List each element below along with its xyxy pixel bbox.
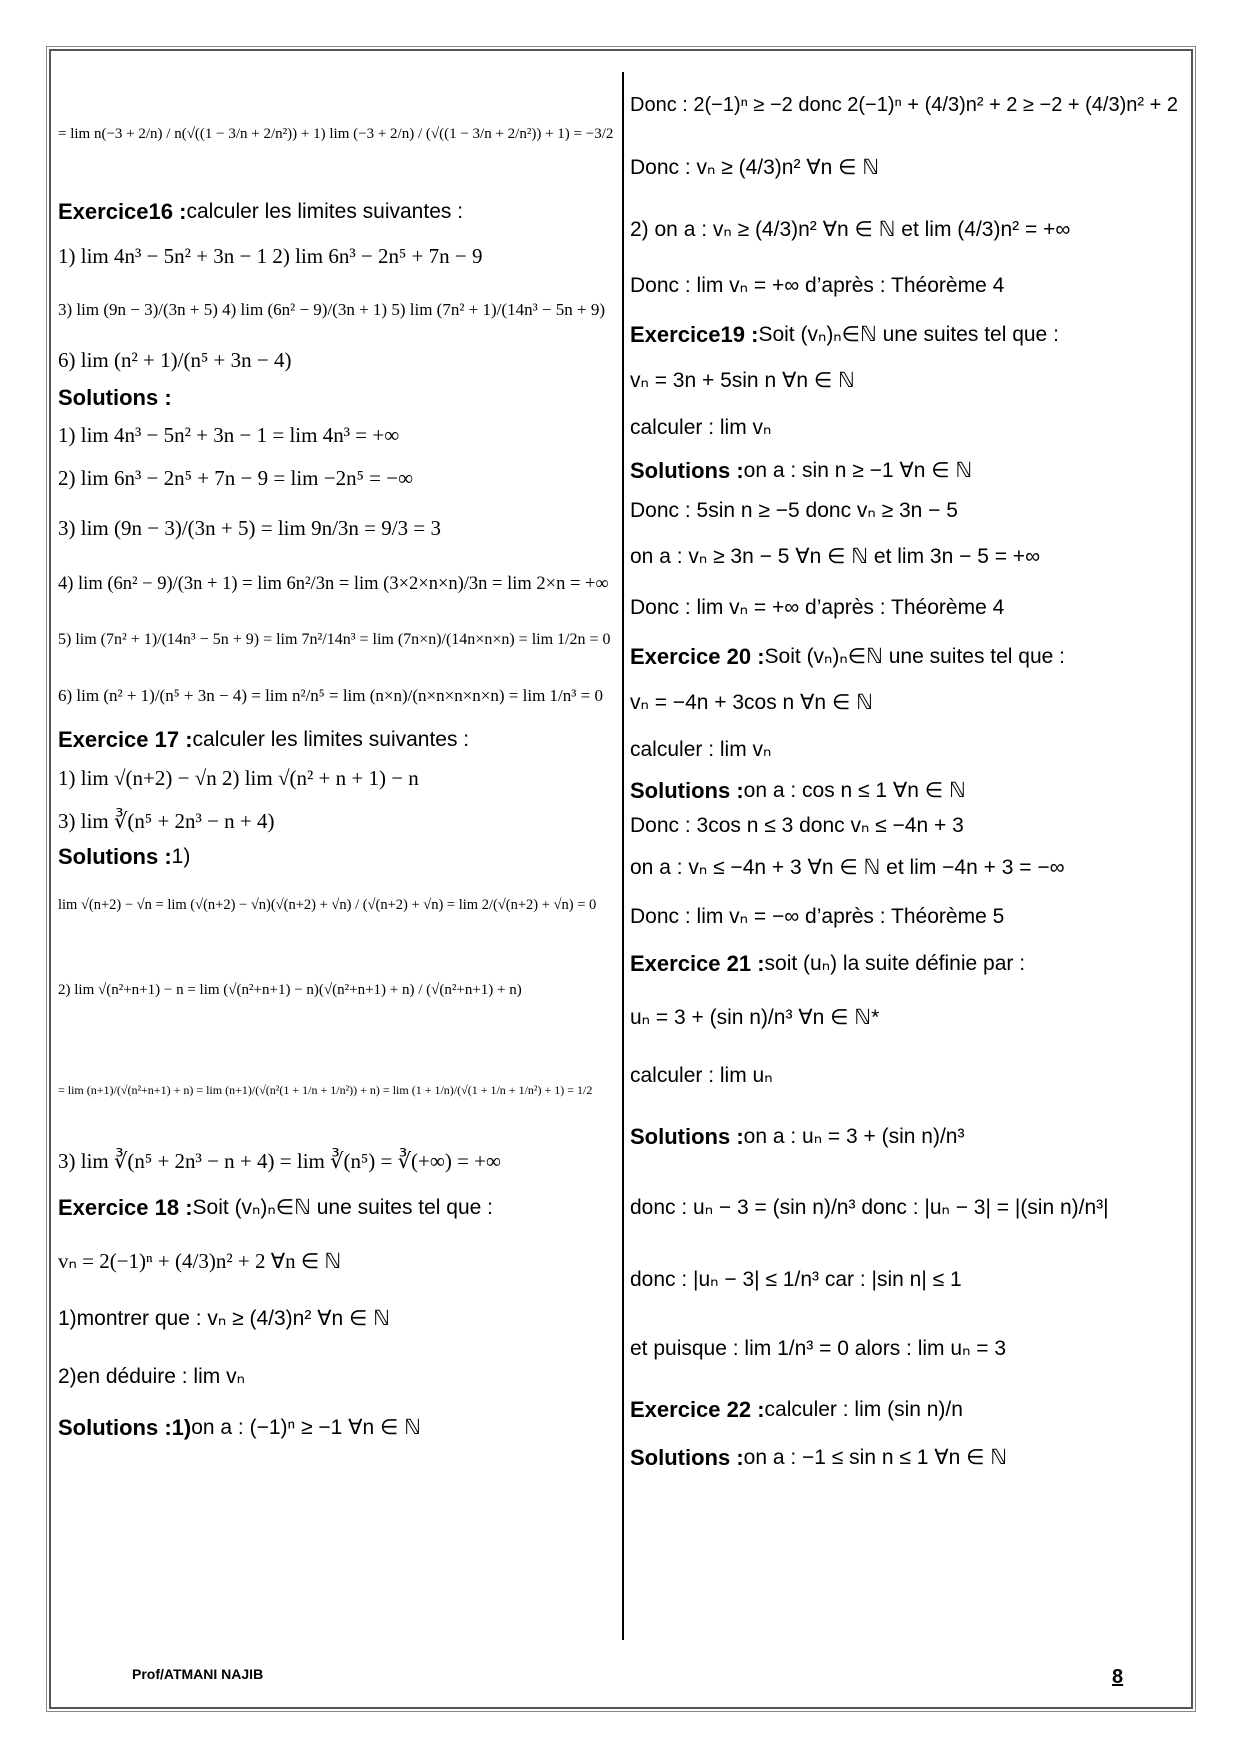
line-text: on a : vₙ ≥ 3n − 5 ∀n ∈ ℕ et lim 3n − 5 = +∞ (630, 545, 1041, 568)
heading-label: Exercice 17 : (58, 727, 193, 752)
math-line (58, 382, 614, 414)
math-line (630, 942, 1178, 986)
heading-label: Exercice 18 : (58, 1195, 193, 1220)
line-text: Donc : lim vₙ = −∞ d’après : Théorème 5 (630, 905, 1005, 928)
line-text: 1) lim 4n³ − 5n² + 3n − 1 2) lim 6n³ − 2n⁵ + 7n − 9 (58, 244, 483, 268)
line-text: calculer : lim (sin n)/n (764, 1398, 963, 1421)
left-column (58, 74, 614, 1450)
math-line (58, 842, 614, 872)
math-line (58, 338, 614, 382)
page-number: 8 (1112, 1666, 1124, 1688)
heading-label: Solutions : (630, 1445, 744, 1470)
math-line (58, 800, 614, 842)
right-column (630, 74, 1178, 1478)
math-line (630, 774, 1178, 808)
heading-label: Solutions : (630, 458, 744, 483)
math-line (58, 724, 614, 756)
line-text: 2) on a : vₙ ≥ (4/3)n² ∀n ∈ ℕ et lim (4/3)n² = +∞ (630, 218, 1071, 241)
line-text: lim √(n+2) − √n = lim (√(n+2) − √n)(√(n+2) + √n) / (√(n+2) + √n) = lim 2/(√(n+2) + √n) = 0 (58, 897, 597, 913)
math-line (630, 1172, 1178, 1244)
line-text: = lim n(−3 + 2/n) / n(√((1 − 3/n + 2/n²)) + 1) lim (−3 + 2/n) / (√((1 − 3/n + 2/n²)) + 1) = −3/2 (58, 126, 614, 142)
math-line (630, 74, 1178, 136)
math-line (630, 986, 1178, 1050)
heading-label: Solutions : (58, 844, 172, 869)
line-text: 2) lim √(n²+n+1) − n = lim (√(n²+n+1) − n)(√(n²+n+1) + n) / (√(n²+n+1) + n) (58, 982, 522, 998)
line-text: Soit (vₙ)ₙ∈ℕ une suites tel que : (764, 645, 1066, 668)
math-line (58, 1138, 614, 1184)
line-text: donc : |uₙ − 3| ≤ 1/n³ car : |sin n| ≤ 1 (630, 1268, 962, 1291)
line-text: 3) lim ∛(n⁵ + 2n³ − n + 4) (58, 809, 275, 833)
math-line (630, 452, 1178, 490)
heading-label: Solutions : (630, 1124, 744, 1149)
line-text: on a : uₙ = 3 + (sin n)/n³ (743, 1125, 965, 1148)
line-text: Donc : vₙ ≥ (4/3)n² ∀n ∈ ℕ (630, 156, 880, 179)
math-line (630, 1382, 1178, 1438)
line-text: Donc : 3cos n ≤ 3 donc vₙ ≤ −4n + 3 (630, 814, 964, 837)
math-line (58, 456, 614, 500)
math-line (630, 634, 1178, 680)
math-line (630, 892, 1178, 942)
line-text: 6) lim (n² + 1)/(n⁵ + 3n − 4) = lim n²/n⁵ = lim (n×n)/(n×n×n×n×n) = lim 1/n³ = 0 (58, 686, 603, 705)
math-line (630, 1244, 1178, 1316)
math-line (630, 404, 1178, 452)
line-text: Donc : lim vₙ = +∞ d’après : Théorème 4 (630, 274, 1005, 297)
line-text: calculer : lim vₙ (630, 738, 772, 761)
line-text: 1)montrer que : vₙ ≥ (4/3)n² ∀n ∈ ℕ (58, 1307, 390, 1330)
heading-label: Exercice 21 : (630, 951, 765, 976)
line-text: Soit (vₙ)ₙ∈ℕ une suites tel que : (758, 323, 1059, 346)
math-line (630, 358, 1178, 404)
column-divider (622, 72, 624, 1640)
math-line (58, 1232, 614, 1290)
math-line (58, 194, 614, 230)
heading-label: Exercice16 : (58, 199, 187, 224)
line-text: on a : vₙ ≤ −4n + 3 ∀n ∈ ℕ et lim −4n + 3 = −∞ (630, 856, 1065, 879)
line-text: 3) lim (9n − 3)/(3n + 5) 4) lim (6n² − 9)/(3n + 1) 5) lim (7n² + 1)/(14n³ − 5n + 9) (58, 300, 605, 319)
math-line (58, 1184, 614, 1232)
line-text: 4) lim (6n² − 9)/(3n + 1) = lim 6n²/3n = lim (3×2×n×n)/3n = lim 2×n = +∞ (58, 574, 609, 594)
line-text: et puisque : lim 1/n³ = 0 alors : lim uₙ = 3 (630, 1337, 1007, 1360)
line-text: Donc : 2(−1)ⁿ ≥ −2 donc 2(−1)ⁿ + (4/3)n² + 2 ≥ −2 + (4/3)n² + 2 (630, 94, 1178, 116)
math-line (58, 500, 614, 556)
line-text: on a : (−1)ⁿ ≥ −1 ∀n ∈ ℕ (191, 1416, 421, 1439)
line-text: 2)en déduire : lim vₙ (58, 1365, 245, 1388)
math-line (630, 312, 1178, 358)
math-line (58, 1042, 614, 1138)
line-text: vₙ = 3n + 5sin n ∀n ∈ ℕ (630, 369, 855, 392)
math-line (630, 200, 1178, 260)
line-text: 5) lim (7n² + 1)/(14n³ − 5n + 9) = lim 7n²/14n³ = lim (7n×n)/(14n×n×n) = lim 1/2n = 0 (58, 631, 611, 648)
line-text: 1) lim 4n³ − 5n² + 3n − 1 = lim 4n³ = +∞ (58, 423, 400, 447)
line-text: Donc : lim vₙ = +∞ d’après : Théorème 4 (630, 596, 1005, 619)
line-text: calculer les limites suivantes : (192, 728, 470, 751)
math-line (58, 1406, 614, 1450)
heading-label: Solutions : (630, 778, 744, 803)
math-line (630, 1050, 1178, 1102)
line-text: calculer : lim vₙ (630, 416, 772, 439)
heading-label: Exercice 22 : (630, 1397, 765, 1422)
math-line (58, 938, 614, 1042)
line-text: calculer les limites suivantes : (186, 200, 464, 223)
line-text: soit (uₙ) la suite définie par : (764, 952, 1026, 975)
math-line (58, 1348, 614, 1406)
line-text: 3) lim (9n − 3)/(3n + 5) = lim 9n/3n = 9/3 = 3 (58, 516, 441, 540)
line-text: on a : sin n ≥ −1 ∀n ∈ ℕ (743, 459, 973, 482)
math-line (630, 726, 1178, 774)
math-line (630, 1316, 1178, 1382)
line-text: calculer : lim uₙ (630, 1064, 773, 1087)
math-line (630, 260, 1178, 312)
math-line (58, 230, 614, 282)
math-line (630, 844, 1178, 892)
line-text: donc : uₙ − 3 = (sin n)/n³ donc : |uₙ − 3| = |(sin n)/n³| (630, 1196, 1109, 1219)
line-text: Soit (vₙ)ₙ∈ℕ une suites tel que : (192, 1196, 494, 1219)
line-text: Donc : 5sin n ≥ −5 donc vₙ ≥ 3n − 5 (630, 499, 958, 522)
line-text: vₙ = −4n + 3cos n ∀n ∈ ℕ (630, 691, 873, 714)
math-line (630, 1102, 1178, 1172)
math-line (630, 136, 1178, 200)
math-line (58, 414, 614, 456)
math-line (58, 556, 614, 612)
line-text: 1) lim √(n+2) − √n 2) lim √(n² + n + 1) − n (58, 766, 419, 790)
line-text: 2) lim 6n³ − 2n⁵ + 7n − 9 = lim −2n⁵ = −∞ (58, 466, 414, 490)
math-line (630, 582, 1178, 634)
math-line (58, 1290, 614, 1348)
math-line (58, 612, 614, 668)
math-line (630, 490, 1178, 532)
footer-author: Prof/ATMANI NAJIB (132, 1666, 264, 1682)
math-line (58, 282, 614, 338)
line-text: on a : cos n ≤ 1 ∀n ∈ ℕ (743, 779, 966, 802)
line-text: 3) lim ∛(n⁵ + 2n³ − n + 4) = lim ∛(n⁵) = ∛(+∞) = +∞ (58, 1149, 501, 1173)
math-line (58, 668, 614, 724)
heading-label: Exercice 20 : (630, 644, 765, 669)
line-text: = lim (n+1)/(√(n²+n+1) + n) = lim (n+1)/(√(n²(1 + 1/n + 1/n²)) + n) = lim (1 + 1/n)/(√(1 + 1/n + 1/n²) + 1) = 1/2 (58, 1083, 593, 1097)
line-text: uₙ = 3 + (sin n)/n³ ∀n ∈ ℕ* (630, 1006, 880, 1029)
line-text: on a : −1 ≤ sin n ≤ 1 ∀n ∈ ℕ (743, 1446, 1008, 1469)
line-text: 1) (171, 845, 191, 868)
math-line (630, 532, 1178, 582)
line-text: 6) lim (n² + 1)/(n⁵ + 3n − 4) (58, 348, 292, 372)
math-line (58, 756, 614, 800)
math-line (630, 1438, 1178, 1478)
math-line (630, 680, 1178, 726)
heading-label: Solutions :1) (58, 1415, 192, 1440)
line-text: vₙ = 2(−1)ⁿ + (4/3)n² + 2 ∀n ∈ ℕ (58, 1249, 342, 1273)
heading-label: Exercice19 : (630, 322, 759, 347)
math-line (630, 808, 1178, 844)
math-line (58, 74, 614, 194)
math-line (58, 872, 614, 938)
heading-label: Solutions : (58, 385, 172, 410)
